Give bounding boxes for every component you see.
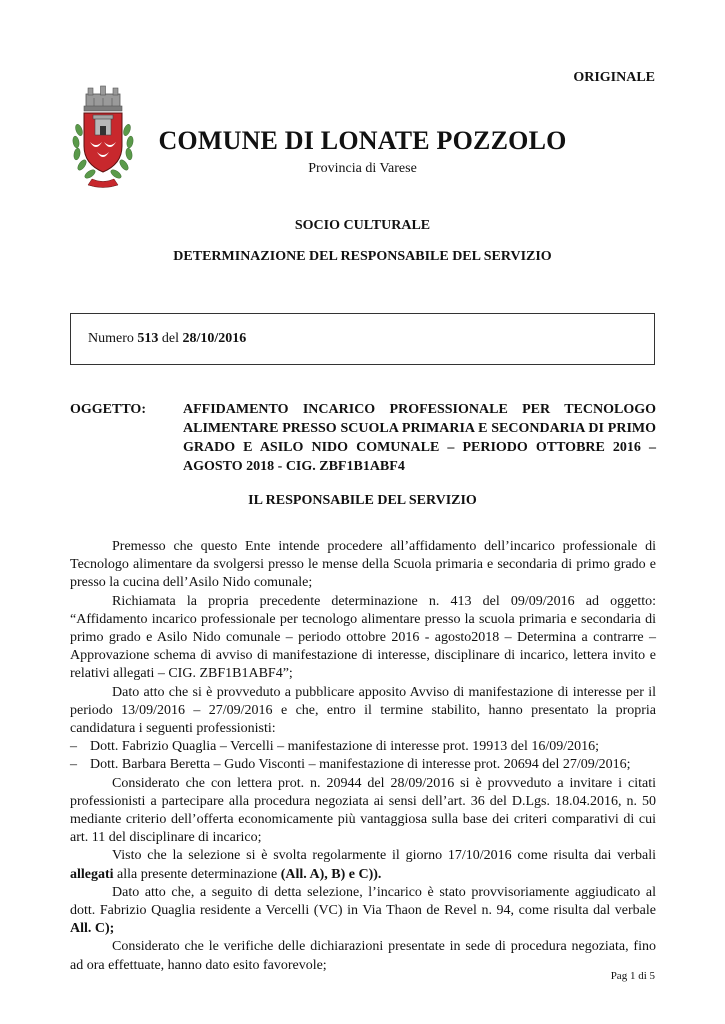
document-status-label: ORIGINALE (573, 70, 655, 85)
paragraph-aggiudicazione (70, 884, 656, 939)
text-run-bold: All. C); (70, 921, 115, 937)
mural-crown-icon (84, 86, 122, 111)
paragraph-avviso: Dato atto che si è provveduto a pubblicare apposito Avviso di manifestazione di interesse per il periodo 13/09/2016 – 27/09/2016 e che, entro il termine stabilito, hanno presentato la propria candidatura i seguenti professionisti: (70, 684, 656, 737)
dash-bullet: – (70, 757, 77, 773)
list-item-candidate (70, 738, 656, 756)
department-heading: SOCIO CULTURALE (294, 218, 431, 233)
text-run-bold: (All. A), B) e C)). (280, 866, 382, 882)
municipality-title: COMUNE DI LONATE POZZOLO (158, 126, 567, 155)
text-run-bold: allegati (70, 866, 114, 882)
text-run: alla presente determinazione (117, 866, 278, 882)
subject-label: OGGETTO: (70, 402, 146, 417)
paragraph-richiamata: Richiamata la propria precedente determinazione n. 413 del 09/09/2016 ad oggetto: “Affidamento incarico professionale per tecnologo alimentare presso la scuola primaria e secondaria di primo grado e Asilo Nido comunale – periodo ottobre 2016 - agosto2018 – Determina a contrarre – Approvazione schema di avviso di manifestazione di interesse, disciplinare di incarico, lettera invito e relativi allegati – CIG. ZBF1B1ABF4”; (70, 593, 656, 682)
date-label: del (161, 331, 179, 346)
determination-date: 28/10/2016 (182, 331, 247, 346)
list-item-text: Dott. Barbara Beretta – Gudo Visconti – manifestazione di interesse prot. 20694 del 27/09/2016; (90, 757, 631, 773)
paragraph-selezione (70, 847, 656, 883)
determination-number-box (70, 313, 655, 365)
dash-bullet: – (70, 739, 77, 755)
text-run: Visto che la selezione si è svolta regolarmente il giorno 17/10/2016 come risulta dai verbali (112, 848, 656, 864)
paragraph-verifiche: Considerato che le verifiche delle dichiarazioni presentate in sede di procedura negoziata, fino ad ora effettuate, hanno dato esito favorevole; (70, 939, 656, 973)
paragraph-premesso: Premesso che questo Ente intende procedere all’affidamento dell’incarico professionale di Tecnologo alimentare da svolgersi presso le mense della Scuola primaria e secondaria di primo grado e presso la cucina dell’Asilo Nido comunale; (70, 539, 656, 591)
ribbon-icon (88, 179, 118, 188)
subject-block (70, 400, 656, 476)
determination-number-line (88, 331, 246, 347)
list-item-candidate (70, 756, 656, 774)
document-type-heading: DETERMINAZIONE DEL RESPONSABILE DEL SERVIZIO (173, 249, 552, 264)
section-heading: IL RESPONSABILE DEL SERVIZIO (248, 493, 477, 508)
text-run: Dato atto che, a seguito di detta selezione, l’incarico è stato provvisoriamente aggiudicato al dott. Fabrizio Quaglia residente a Vercelli (VC) in Via Thaon de Revel n. 94, come risulta dal verbale (70, 884, 656, 919)
paragraph-lettera-invito: Considerato che con lettera prot. n. 20944 del 28/09/2016 si è provveduto a invitare i citati professionisti a partecipare alla procedura negoziata ai sensi dell’art. 36 del D.Lgs. 18.04.2016, n. 50 mediante criterio dell’offerta economicamente più vantaggiosa sulla base dei criteri comparativi di cui art. 11 del disciplinare di incarico; (70, 775, 656, 846)
province-subtitle: Provincia di Varese (308, 161, 417, 176)
subject-text: AFFIDAMENTO INCARICO PROFESSIONALE PER TECNOLOGO ALIMENTARE PRESSO SCUOLA PRIMARIA E SECONDARIA DI PRIMO GRADO E ASILO NIDO COMUNALE – PERIODO OTTOBRE 2016 – AGOSTO 2018 - CIG. ZBF1B1ABF4 (183, 402, 656, 474)
document-body (70, 538, 656, 975)
number-label: Numero (88, 331, 134, 346)
determination-number: 513 (137, 331, 159, 346)
page-number: Pag 1 di 5 (610, 970, 655, 982)
list-item-text: Dott. Fabrizio Quaglia – Vercelli – manifestazione di interesse prot. 19913 del 16/09/2016; (90, 739, 600, 755)
